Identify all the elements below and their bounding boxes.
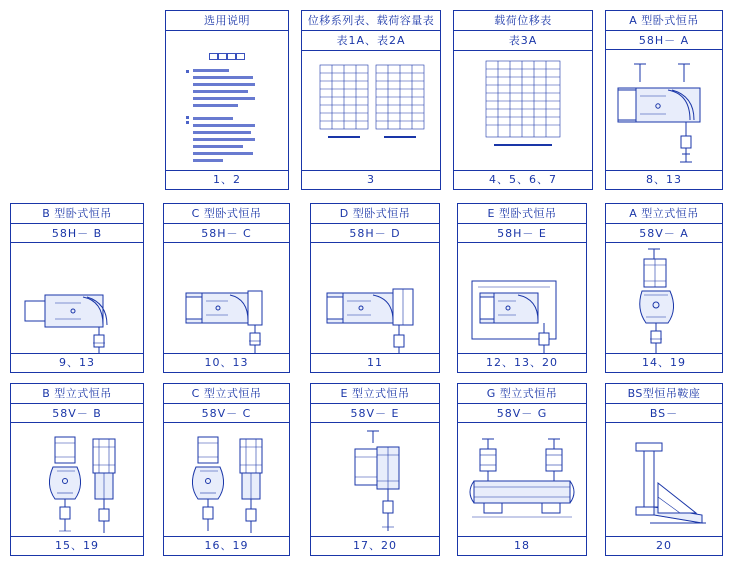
card-subheader: 表3A [454,31,592,51]
card-figure-horizontal-b [11,243,143,353]
card-figure-horizontal-a [606,50,722,170]
card-subheader: 表1A、表2A [302,31,440,51]
card-c-vertical[interactable] [163,383,290,556]
card-load-displacement[interactable] [453,10,593,190]
hanger-e-vertical-svg [311,423,439,536]
card-subheader: 58H－ B [11,224,143,244]
card-header: E 型立式恒吊 [311,384,439,404]
card-header: A 型卧式恒吊 [606,11,722,31]
card-selection-guide[interactable] [165,10,289,190]
card-e-vertical[interactable] [310,383,440,556]
card-footer: 15、19 [11,536,143,555]
card-bs-saddle[interactable] [605,383,723,556]
card-header: A 型立式恒吊 [606,204,722,224]
card-header: B 型卧式恒吊 [11,204,143,224]
card-figure-tables-two [302,51,440,170]
card-figure-vertical-e [311,423,439,536]
card-header: BS型恒吊鞍座 [606,384,722,404]
table-svg [454,51,592,155]
card-footer: 3 [302,170,440,189]
card-footer: 14、19 [606,353,722,372]
hanger-e-horizontal-svg [458,243,586,353]
card-subheader: 58H－ A [606,31,722,51]
card-subheader: BS－ [606,404,722,424]
card-footer: 17、20 [311,536,439,555]
card-subheader: 58V－ G [458,404,586,424]
card-figure-horizontal-d [311,243,439,353]
hanger-g-vertical-svg [458,423,586,536]
card-header: E 型卧式恒吊 [458,204,586,224]
card-figure-text-block [166,31,288,170]
hanger-b-horizontal-svg [11,243,143,353]
card-b-vertical[interactable] [10,383,144,556]
card-subheader: 58H－ D [311,224,439,244]
card-header: G 型立式恒吊 [458,384,586,404]
card-displacement-series[interactable] [301,10,441,190]
hanger-c-horizontal-svg [164,243,289,353]
card-c-horizontal[interactable] [163,203,290,373]
card-figure-horizontal-e [458,243,586,353]
card-header: D 型卧式恒吊 [311,204,439,224]
card-footer: 20 [606,536,722,555]
card-footer: 4、5、6、7 [454,170,592,189]
card-footer: 10、13 [164,353,289,372]
card-figure-vertical-c [164,423,289,536]
card-figure-saddle [606,423,722,536]
card-footer: 12、13、20 [458,353,586,372]
card-footer: 8、13 [606,170,722,189]
card-subheader: 58V－ C [164,404,289,424]
card-e-horizontal[interactable] [457,203,587,373]
hanger-a-horizontal-svg [606,50,722,170]
card-footer: 11 [311,353,439,372]
card-footer: 16、19 [164,536,289,555]
card-header: 载荷位移表 [454,11,592,31]
card-header: 位移系列表、载荷容量表 [302,11,440,31]
card-figure-vertical-b [11,423,143,536]
card-a-vertical[interactable] [605,203,723,373]
card-b-horizontal[interactable] [10,203,144,373]
card-subheader: 58V－ B [11,404,143,424]
card-footer: 18 [458,536,586,555]
card-header: B 型立式恒吊 [11,384,143,404]
hanger-d-horizontal-svg [311,243,439,353]
card-figure-vertical-a [606,243,722,353]
saddle-svg [606,423,722,536]
hanger-a-vertical-svg [606,243,722,353]
card-footer: 1、2 [166,170,288,189]
card-header: C 型卧式恒吊 [164,204,289,224]
card-a-horizontal[interactable] [605,10,723,190]
hanger-c-vertical-svg [164,423,289,536]
tables-svg [302,51,440,155]
card-d-horizontal[interactable] [310,203,440,373]
card-figure-vertical-g [458,423,586,536]
card-header: 选用说明 [166,11,288,31]
card-subheader: 58H－ C [164,224,289,244]
card-footer: 9、13 [11,353,143,372]
card-subheader: 58V－ E [311,404,439,424]
card-subheader: 58H－ E [458,224,586,244]
card-g-vertical[interactable] [457,383,587,556]
hanger-b-vertical-svg [11,423,143,536]
card-header: C 型立式恒吊 [164,384,289,404]
card-figure-horizontal-c [164,243,289,353]
card-subheader: 58V－ A [606,224,722,244]
card-figure-tables-one [454,51,592,170]
